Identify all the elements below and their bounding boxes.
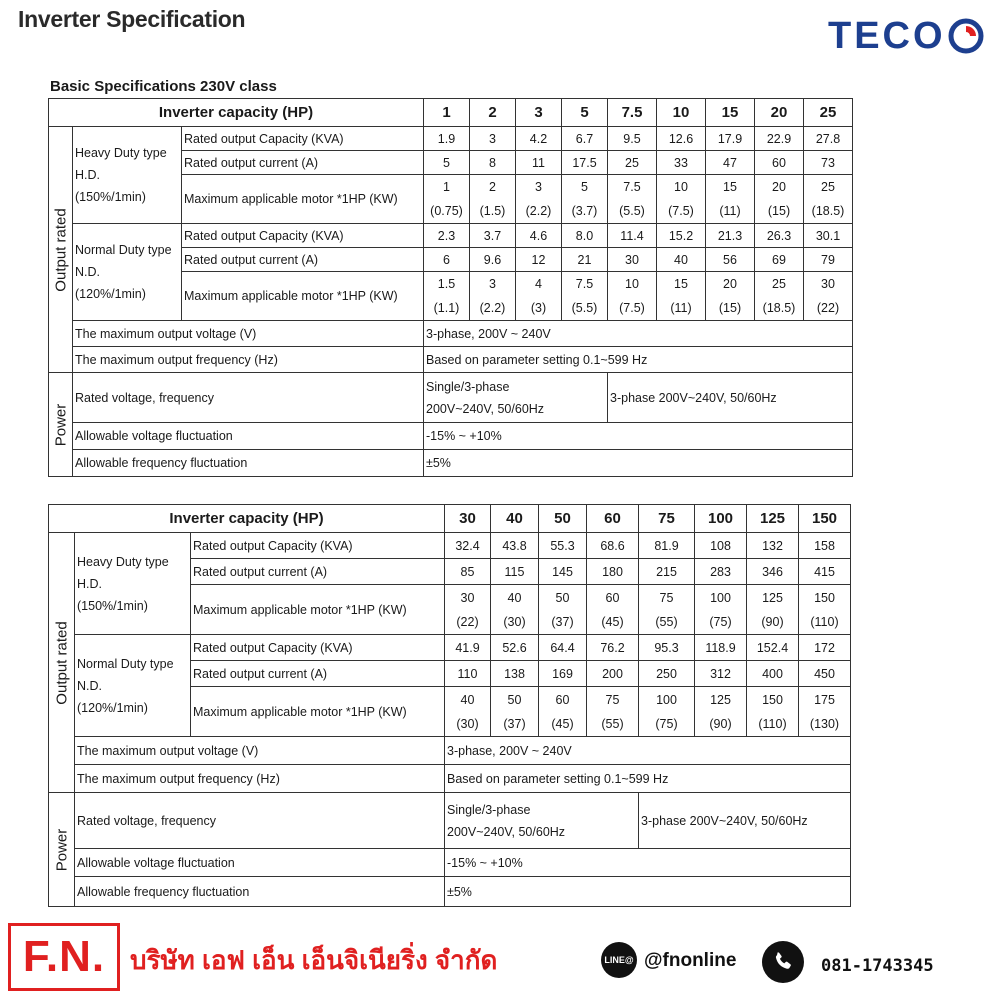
company-footer [0, 918, 1000, 1000]
current-label: Rated output current (A) [182, 248, 424, 272]
freq-fluct-label: Allowable frequency fluctuation [75, 877, 445, 907]
value-cell: 17.9 [706, 127, 755, 151]
rated-vf-single: Single/3-phase 200V~240V, 50/60Hz [424, 373, 608, 423]
value-cell: 415 [799, 559, 851, 585]
motor-cell: 100 (75) [639, 687, 695, 737]
brand-name: TECO [828, 15, 946, 57]
value-cell: 81.9 [639, 533, 695, 559]
hp-cell: 60 [587, 505, 639, 533]
motor-cell: 4 (3) [516, 272, 562, 321]
value-cell: 33 [657, 151, 706, 175]
rated-vf-three: 3-phase 200V~240V, 50/60Hz [639, 793, 851, 849]
phone-number[interactable]: 081-1743345 [821, 956, 934, 976]
value-cell: 215 [639, 559, 695, 585]
max-frequency-label: The maximum output frequency (Hz) [75, 765, 445, 793]
value-cell: 85 [445, 559, 491, 585]
max-frequency-label: The maximum output frequency (Hz) [73, 347, 424, 373]
hp-cell: 2 [470, 99, 516, 127]
value-cell: 145 [539, 559, 587, 585]
phone-icon [762, 941, 804, 983]
motor-cell: 10 (7.5) [608, 272, 657, 321]
value-cell: 30 [608, 248, 657, 272]
value-cell: 12.6 [657, 127, 706, 151]
motor-cell: 1.5 (1.1) [424, 272, 470, 321]
page-title: Inverter Specification [18, 6, 246, 32]
hp-cell: 25 [804, 99, 853, 127]
value-cell: 56 [706, 248, 755, 272]
spec-table-2 [48, 504, 851, 907]
value-cell: 32.4 [445, 533, 491, 559]
motor-cell: 50 (37) [539, 585, 587, 635]
hp-cell: 30 [445, 505, 491, 533]
hp-cell: 7.5 [608, 99, 657, 127]
motor-cell: 20 (15) [706, 272, 755, 321]
swirl-accent [966, 26, 976, 36]
fn-logo [8, 923, 120, 991]
kva-label: Rated output Capacity (KVA) [182, 224, 424, 248]
value-cell: 110 [445, 661, 491, 687]
rated-vf-single: Single/3-phase 200V~240V, 50/60Hz [445, 793, 639, 849]
motor-label: Maximum applicable motor *1HP (KW) [182, 175, 424, 224]
motor-cell: 40 (30) [491, 585, 539, 635]
max-voltage-label: The maximum output voltage (V) [75, 737, 445, 765]
motor-cell: 7.5 (5.5) [562, 272, 608, 321]
value-cell: 3 [470, 127, 516, 151]
motor-cell: 75 (55) [587, 687, 639, 737]
value-cell: 172 [799, 635, 851, 661]
motor-cell: 60 (45) [539, 687, 587, 737]
motor-cell: 15 (11) [706, 175, 755, 224]
value-cell: 108 [695, 533, 747, 559]
motor-cell: 60 (45) [587, 585, 639, 635]
freq-fluct-value: ±5% [424, 450, 853, 477]
motor-cell: 75 (55) [639, 585, 695, 635]
value-cell: 9.5 [608, 127, 657, 151]
volt-fluct-label: Allowable voltage fluctuation [73, 423, 424, 450]
phone-glyph-icon [771, 950, 795, 974]
value-cell: 1.9 [424, 127, 470, 151]
value-cell: 450 [799, 661, 851, 687]
value-cell: 3.7 [470, 224, 516, 248]
motor-label: Maximum applicable motor *1HP (KW) [191, 585, 445, 635]
hp-cell: 40 [491, 505, 539, 533]
value-cell: 283 [695, 559, 747, 585]
value-cell: 52.6 [491, 635, 539, 661]
value-cell: 15.2 [657, 224, 706, 248]
value-cell: 6 [424, 248, 470, 272]
teco-logo [828, 14, 984, 58]
freq-fluct-label: Allowable frequency fluctuation [73, 450, 424, 477]
rated-vf-label: Rated voltage, frequency [75, 793, 445, 849]
output-rated-label: Output rated [49, 127, 73, 373]
value-cell: 95.3 [639, 635, 695, 661]
current-label: Rated output current (A) [182, 151, 424, 175]
company-name: บริษัท เอฟ เอ็น เอ็นจิเนียริ่ง จำกัด [130, 945, 498, 975]
value-cell: 8.0 [562, 224, 608, 248]
value-cell: 64.4 [539, 635, 587, 661]
motor-cell: 150 (110) [799, 585, 851, 635]
hp-cell: 100 [695, 505, 747, 533]
motor-cell: 3 (2.2) [470, 272, 516, 321]
value-cell: 73 [804, 151, 853, 175]
max-voltage-value: 3-phase, 200V ~ 240V [445, 737, 851, 765]
current-label: Rated output current (A) [191, 661, 445, 687]
motor-cell: 2 (1.5) [470, 175, 516, 224]
motor-cell: 175 (130) [799, 687, 851, 737]
motor-cell: 25 (18.5) [804, 175, 853, 224]
value-cell: 11 [516, 151, 562, 175]
hp-cell: 1 [424, 99, 470, 127]
motor-cell: 30 (22) [804, 272, 853, 321]
heavy-duty-label: Heavy Duty type H.D. (150%/1min) [73, 127, 182, 224]
hp-cell: 10 [657, 99, 706, 127]
value-cell: 115 [491, 559, 539, 585]
value-cell: 8 [470, 151, 516, 175]
hp-cell: 15 [706, 99, 755, 127]
value-cell: 9.6 [470, 248, 516, 272]
value-cell: 152.4 [747, 635, 799, 661]
capacity-header: Inverter capacity (HP) [49, 99, 424, 127]
motor-label: Maximum applicable motor *1HP (KW) [191, 687, 445, 737]
value-cell: 312 [695, 661, 747, 687]
value-cell: 132 [747, 533, 799, 559]
rated-vf-three: 3-phase 200V~240V, 50/60Hz [608, 373, 853, 423]
freq-fluct-value: ±5% [445, 877, 851, 907]
motor-cell: 10 (7.5) [657, 175, 706, 224]
value-cell: 5 [424, 151, 470, 175]
value-cell: 346 [747, 559, 799, 585]
value-cell: 4.6 [516, 224, 562, 248]
value-cell: 79 [804, 248, 853, 272]
value-cell: 17.5 [562, 151, 608, 175]
power-label: Power [49, 793, 75, 907]
value-cell: 4.2 [516, 127, 562, 151]
normal-duty-label: Normal Duty type N.D. (120%/1min) [73, 224, 182, 321]
value-cell: 250 [639, 661, 695, 687]
value-cell: 400 [747, 661, 799, 687]
value-cell: 41.9 [445, 635, 491, 661]
value-cell: 43.8 [491, 533, 539, 559]
value-cell: 200 [587, 661, 639, 687]
heavy-duty-label: Heavy Duty type H.D. (150%/1min) [75, 533, 191, 635]
value-cell: 180 [587, 559, 639, 585]
value-cell: 68.6 [587, 533, 639, 559]
value-cell: 55.3 [539, 533, 587, 559]
value-cell: 21.3 [706, 224, 755, 248]
value-cell: 69 [755, 248, 804, 272]
swirl-ring [951, 21, 981, 51]
value-cell: 138 [491, 661, 539, 687]
value-cell: 76.2 [587, 635, 639, 661]
max-voltage-value: 3-phase, 200V ~ 240V [424, 321, 853, 347]
value-cell: 30.1 [804, 224, 853, 248]
volt-fluct-value: -15% ~ +10% [445, 849, 851, 877]
motor-cell: 3 (2.2) [516, 175, 562, 224]
value-cell: 60 [755, 151, 804, 175]
value-cell: 21 [562, 248, 608, 272]
value-cell: 11.4 [608, 224, 657, 248]
volt-fluct-value: -15% ~ +10% [424, 423, 853, 450]
fn-logo-text: F.N. [22, 932, 106, 981]
value-cell: 25 [608, 151, 657, 175]
value-cell: 2.3 [424, 224, 470, 248]
motor-cell: 40 (30) [445, 687, 491, 737]
hp-cell: 20 [755, 99, 804, 127]
motor-cell: 15 (11) [657, 272, 706, 321]
motor-cell: 30 (22) [445, 585, 491, 635]
hp-cell: 50 [539, 505, 587, 533]
current-label: Rated output current (A) [191, 559, 445, 585]
motor-cell: 1 (0.75) [424, 175, 470, 224]
hp-cell: 75 [639, 505, 695, 533]
value-cell: 6.7 [562, 127, 608, 151]
motor-cell: 150 (110) [747, 687, 799, 737]
max-voltage-label: The maximum output voltage (V) [73, 321, 424, 347]
output-rated-label: Output rated [49, 533, 75, 793]
value-cell: 12 [516, 248, 562, 272]
spec-table-1 [48, 98, 853, 477]
motor-cell: 25 (18.5) [755, 272, 804, 321]
motor-cell: 125 (90) [695, 687, 747, 737]
volt-fluct-label: Allowable voltage fluctuation [75, 849, 445, 877]
line-icon: LINE@ [601, 942, 637, 978]
motor-cell: 7.5 (5.5) [608, 175, 657, 224]
section-title: Basic Specifications 230V class [50, 78, 277, 95]
hp-cell: 5 [562, 99, 608, 127]
value-cell: 22.9 [755, 127, 804, 151]
kva-label: Rated output Capacity (KVA) [182, 127, 424, 151]
teco-swirl-icon [948, 18, 984, 54]
normal-duty-label: Normal Duty type N.D. (120%/1min) [75, 635, 191, 737]
value-cell: 26.3 [755, 224, 804, 248]
kva-label: Rated output Capacity (KVA) [191, 635, 445, 661]
max-frequency-value: Based on parameter setting 0.1~599 Hz [445, 765, 851, 793]
hp-cell: 3 [516, 99, 562, 127]
value-cell: 40 [657, 248, 706, 272]
motor-cell: 50 (37) [491, 687, 539, 737]
hp-cell: 150 [799, 505, 851, 533]
max-frequency-value: Based on parameter setting 0.1~599 Hz [424, 347, 853, 373]
kva-label: Rated output Capacity (KVA) [191, 533, 445, 559]
hp-cell: 125 [747, 505, 799, 533]
value-cell: 169 [539, 661, 587, 687]
rated-vf-label: Rated voltage, frequency [73, 373, 424, 423]
power-label: Power [49, 373, 73, 477]
motor-label: Maximum applicable motor *1HP (KW) [182, 272, 424, 321]
line-id[interactable]: @fnonline [644, 950, 737, 971]
motor-cell: 125 (90) [747, 585, 799, 635]
motor-cell: 100 (75) [695, 585, 747, 635]
motor-cell: 5 (3.7) [562, 175, 608, 224]
value-cell: 47 [706, 151, 755, 175]
capacity-header: Inverter capacity (HP) [49, 505, 445, 533]
value-cell: 27.8 [804, 127, 853, 151]
value-cell: 118.9 [695, 635, 747, 661]
motor-cell: 20 (15) [755, 175, 804, 224]
value-cell: 158 [799, 533, 851, 559]
